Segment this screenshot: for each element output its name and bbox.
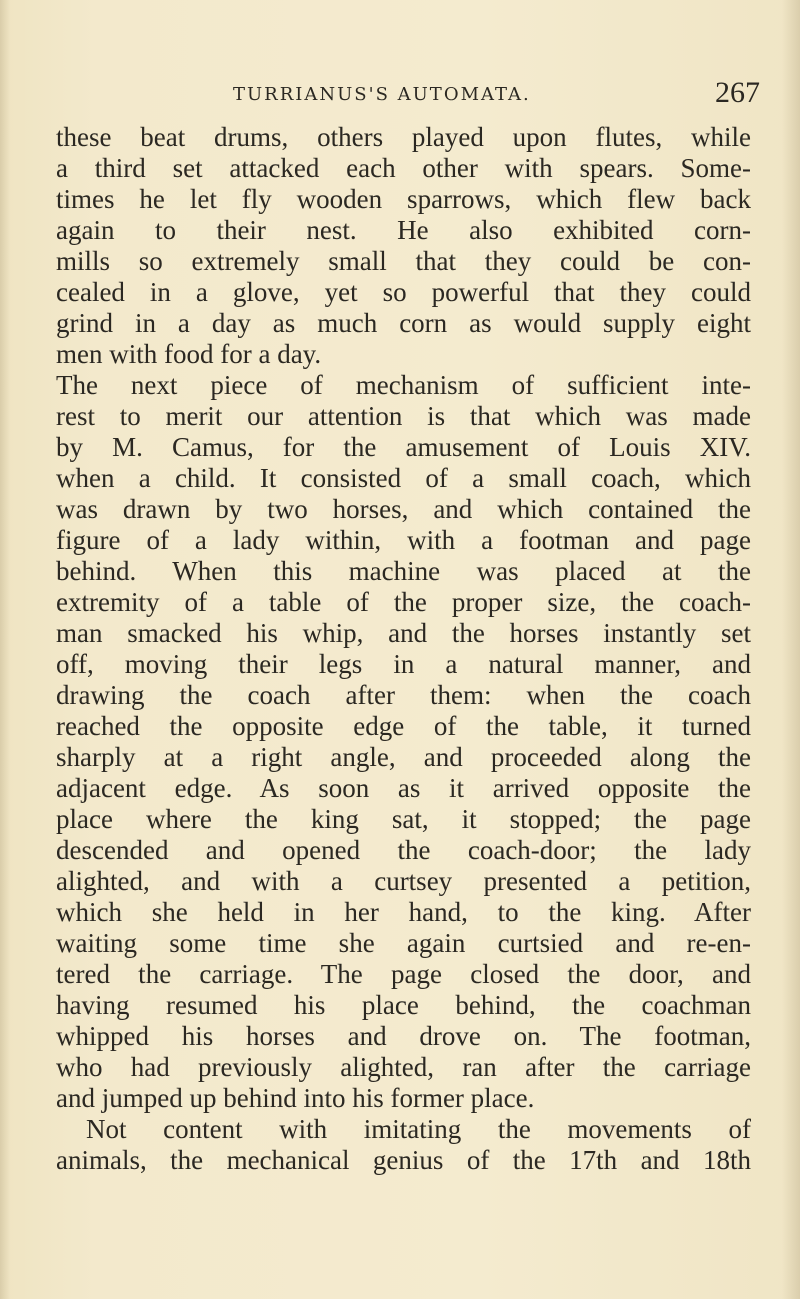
- text-line: these beat drums, others played upon flutes, while: [56, 122, 751, 152]
- text-line: off, moving their legs in a natural manner, and: [56, 649, 751, 679]
- text-line: man smacked his whip, and the horses instantly set: [56, 618, 751, 648]
- text-line: animals, the mechanical genius of the 17th and 18th: [56, 1145, 751, 1175]
- text-line: sharply at a right angle, and proceeded along the: [56, 742, 751, 772]
- text-line: descended and opened the coach-door; the lady: [56, 835, 751, 865]
- text-line: mills so extremely small that they could be con-: [56, 246, 751, 276]
- text-line: grind in a day as much corn as would supply eight: [56, 308, 751, 338]
- text-line: figure of a lady within, with a footman and page: [56, 525, 751, 555]
- text-line: place where the king sat, it stopped; the page: [56, 804, 751, 834]
- text-line: and jumped up behind into his former place.: [56, 1083, 535, 1113]
- text-line: extremity of a table of the proper size, the coach-: [56, 587, 751, 617]
- page-gutter-shadow: [0, 0, 10, 1299]
- text-line: again to their nest. He also exhibited corn-: [56, 215, 751, 245]
- body-text: [56, 122, 751, 1176]
- text-line: The next piece of mechanism of sufficient inte-: [56, 370, 751, 400]
- text-line: times he let fly wooden sparrows, which flew back: [56, 184, 751, 214]
- page-header: [60, 76, 760, 114]
- running-title: TURRIANUS'S AUTOMATA.: [233, 84, 531, 105]
- text-line: when a child. It consisted of a small coach, which: [56, 463, 751, 493]
- text-line: drawing the coach after them: when the coach: [56, 680, 751, 710]
- text-line: was drawn by two horses, and which contained the: [56, 494, 751, 524]
- page-number: 267: [715, 76, 760, 109]
- text-line: Not content with imitating the movements of: [86, 1114, 751, 1144]
- text-line: reached the opposite edge of the table, it turned: [56, 711, 751, 741]
- text-line: men with food for a day.: [56, 339, 322, 369]
- text-line: alighted, and with a curtsey presented a petition,: [56, 866, 751, 896]
- text-line: having resumed his place behind, the coachman: [56, 990, 751, 1020]
- page-edge-shadow: [782, 0, 800, 1299]
- text-line: behind. When this machine was placed at the: [56, 556, 751, 586]
- text-line: cealed in a glove, yet so powerful that they could: [56, 277, 751, 307]
- text-line: waiting some time she again curtsied and re-en-: [56, 928, 751, 958]
- text-line: which she held in her hand, to the king. After: [56, 897, 751, 927]
- text-line: adjacent edge. As soon as it arrived opposite the: [56, 773, 751, 803]
- text-line: a third set attacked each other with spears. Some-: [56, 153, 751, 183]
- text-line: who had previously alighted, ran after the carriage: [56, 1052, 751, 1082]
- text-line: whipped his horses and drove on. The footman,: [56, 1021, 751, 1051]
- text-line: rest to merit our attention is that which was made: [56, 401, 751, 431]
- text-line: tered the carriage. The page closed the door, and: [56, 959, 751, 989]
- text-line: by M. Camus, for the amusement of Louis XIV.: [56, 432, 751, 462]
